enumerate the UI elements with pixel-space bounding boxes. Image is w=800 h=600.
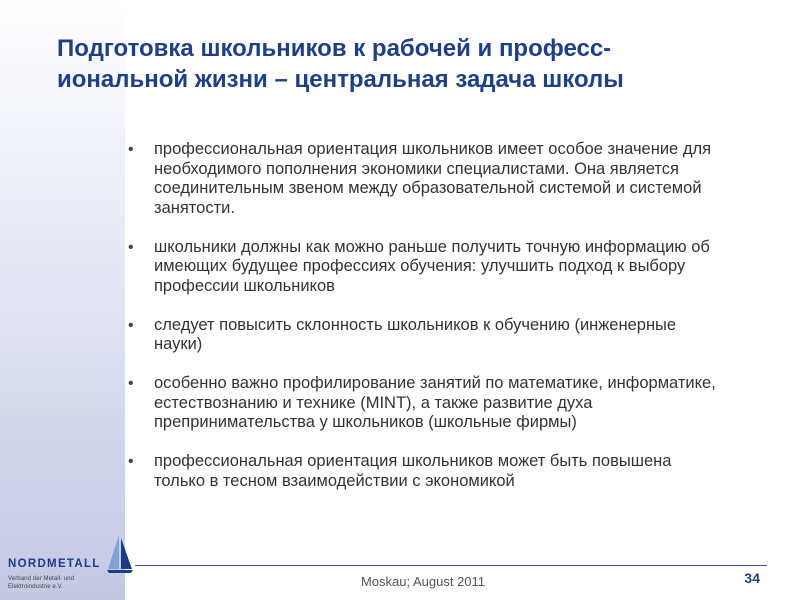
bullet-item	[128, 452, 718, 491]
logo-subtitle-line-2: Elektroindustrie e.V.	[8, 583, 63, 590]
slide-title	[57, 33, 757, 95]
bullet-item	[128, 140, 718, 218]
sail-icon	[107, 535, 133, 573]
bullet-dot: •	[128, 141, 134, 158]
bullet-dot: •	[128, 375, 134, 392]
bullet-dot: •	[128, 238, 134, 256]
slide-title-line-2: иональной жизни – центральная задача школы	[57, 66, 624, 93]
bullet-text: следует повысить склонность школьников к обучению (инженерные науки)	[154, 315, 677, 353]
bullet-text: профессиональная ориентация школьников может быть повышена только в тесном взаимодействии с экономикой	[154, 452, 672, 490]
nordmetall-logo	[8, 535, 133, 595]
slide-title-line-1: Подготовка школьников к рабочей и професс-	[57, 35, 612, 62]
bullet-item	[128, 316, 718, 355]
page-number: 34	[744, 570, 760, 586]
bullet-text: особенно важно профилирование занятий по математике, информатике, естествознанию и технике (MINT), а также развитие духа препринимательства у школьников (школьные фирмы)	[154, 374, 716, 431]
bullet-text: профессиональная ориентация школьников имеет особое значение для необходимого пополнения экономики специалистами. Она является соединительным звеном между образовательной системой и системой занятости.	[154, 140, 712, 217]
bullet-text: школьники должны как можно раньше получить точную информацию об имеющих будущее профессиях обучения: улучшить подход к выбору профессии школьников	[154, 237, 710, 295]
logo-name: NORDMETALL	[8, 558, 101, 570]
footer-divider	[135, 565, 767, 566]
logo-subtitle-line-1: Verband der Metall- und	[8, 575, 75, 582]
bullet-dot: •	[128, 316, 134, 334]
bullet-item	[128, 238, 718, 297]
footer-location-date: Moskau; August 2011	[360, 574, 486, 589]
bullet-dot: •	[128, 453, 134, 470]
bullet-item	[128, 374, 718, 433]
bullet-list	[128, 140, 718, 511]
